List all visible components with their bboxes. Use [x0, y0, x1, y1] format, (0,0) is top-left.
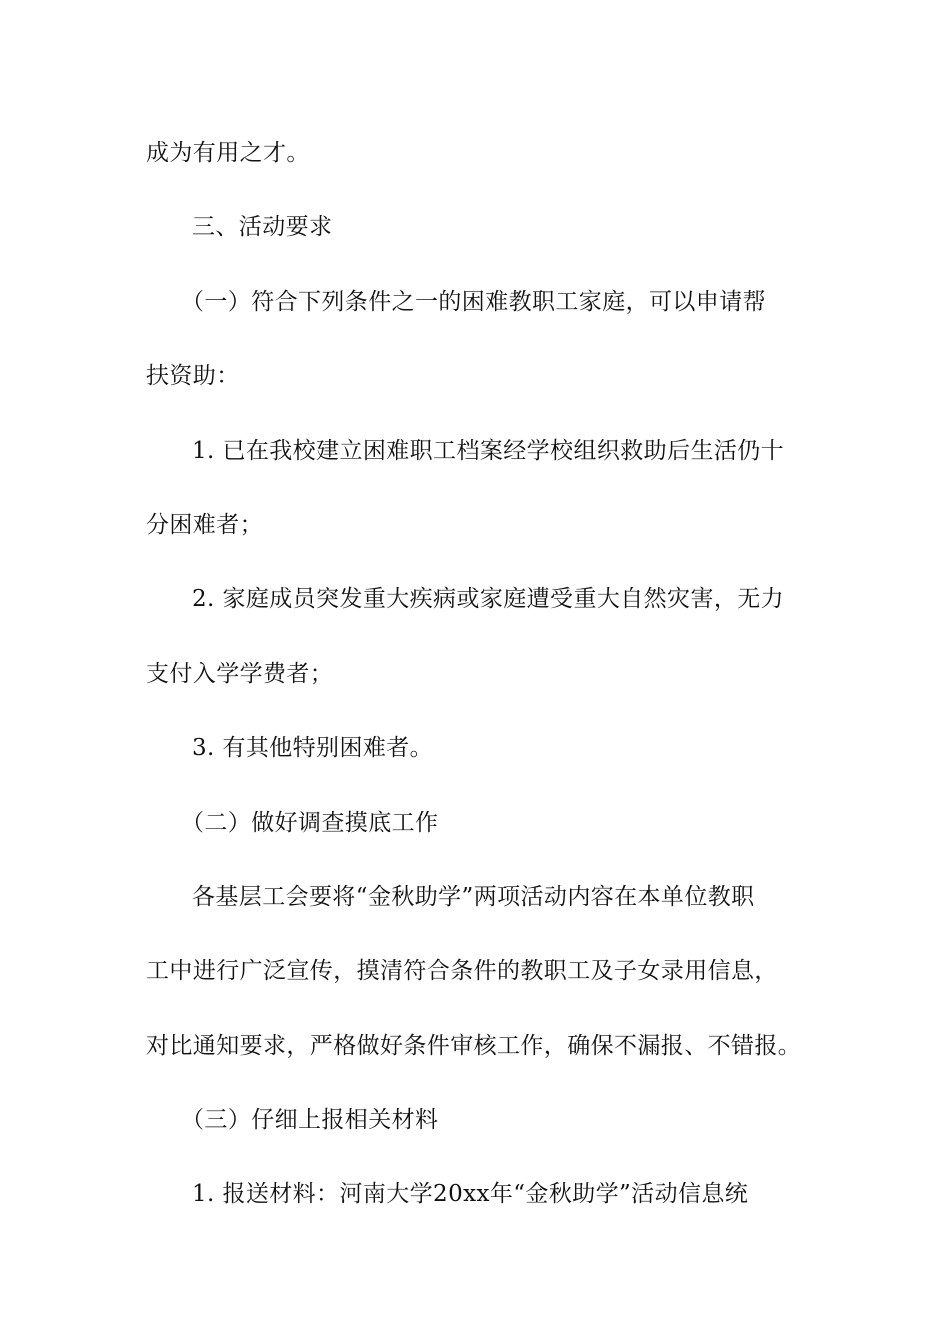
paragraph-continuation: 对比通知要求，严格做好条件审核工作，确保不漏报、不错报。 — [146, 1032, 802, 1059]
document-body — [146, 130, 806, 1246]
section-heading: 三、活动要求 — [192, 214, 333, 241]
subsection-heading: （二）做好调查摸底工作 — [181, 809, 439, 836]
paragraph-continuation: 成为有用之才。 — [146, 140, 310, 166]
subsection-heading: （一）符合下列条件之一的困难教职工家庭，可以申请帮 — [181, 288, 766, 315]
list-item: 1. 报送材料：河南大学20xx年“金秋助学”活动信息统 — [192, 1181, 749, 1208]
list-item: 3. 有其他特别困难者。 — [192, 735, 434, 762]
paragraph-continuation: 扶资助： — [146, 363, 240, 390]
paragraph-continuation: 工中进行广泛宣传，摸清符合条件的教职工及子女录用信息， — [146, 958, 778, 985]
subsection-heading: （三）仔细上报相关材料 — [181, 1107, 439, 1134]
list-item-continuation: 分困难者； — [146, 511, 263, 538]
list-item: 2. 家庭成员突发重大疾病或家庭遭受重大自然灾害，无力 — [192, 586, 785, 613]
list-item-continuation: 支付入学学费者； — [146, 660, 334, 687]
paragraph: 各基层工会要将“金秋助学”两项活动内容在本单位教职 — [192, 883, 755, 910]
list-item: 1. 已在我校建立困难职工档案经学校组织救助后生活仍十 — [192, 437, 785, 464]
